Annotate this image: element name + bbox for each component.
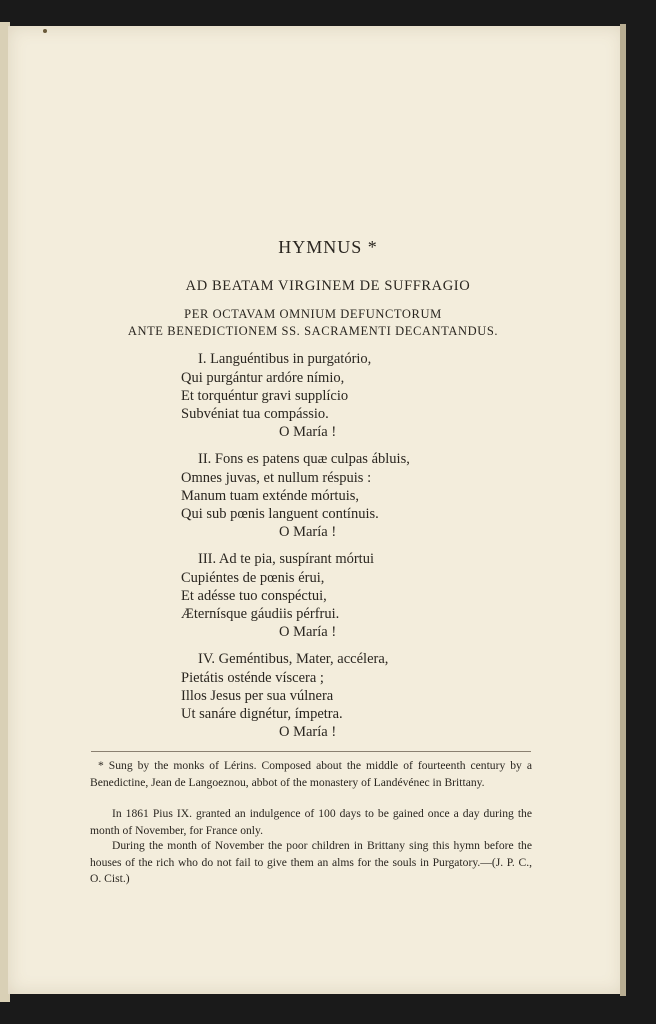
stanza-line: Et torquéntur gravi supplício	[181, 388, 349, 404]
refrain: O María !	[279, 424, 337, 440]
refrain: O María !	[279, 524, 337, 540]
stanza-line: Subvéniat tua compássio.	[181, 406, 329, 422]
paper-speck	[43, 29, 47, 33]
stanza-line: Illos Jesus per sua vúlnera	[181, 688, 334, 704]
hymn-subtitle: AD BEATAM VIRGINEM DE SUFFRAGIO	[185, 278, 471, 294]
refrain: O María !	[279, 724, 337, 740]
stanza-line: Omnes juvas, et nullum réspuis :	[181, 470, 372, 486]
stanza-line: Qui sub pœnis languent contínuis.	[181, 506, 379, 522]
page-right-edge	[620, 24, 626, 996]
stanza-line: Manum tuam exténde mórtuis,	[181, 488, 359, 504]
stanza-line: II. Fons es patens quæ culpas ábluis,	[198, 451, 410, 467]
stanza-line: Cupiéntes de pœnis érui,	[181, 570, 325, 586]
stanza-line: III. Ad te pia, suspírant mórtui	[198, 551, 374, 567]
stanza-line: Qui purgántur ardóre nímio,	[181, 370, 345, 386]
hymn-title: HYMNUS *	[278, 237, 378, 257]
stanza-line: IV. Geméntibus, Mater, accélera,	[198, 651, 389, 667]
refrain: O María !	[279, 624, 337, 640]
footnote-1: * Sung by the monks of Lérins. Composed about the middle of fourteenth century by a Benedictine, Jean de Langoeznou, abbot of the monastery of Landévénec in Brittany.	[90, 759, 532, 789]
stanza-line: Æternísque gáudiis pérfrui.	[181, 606, 340, 622]
stanza-line: Ut sanáre dignétur, ímpetra.	[181, 706, 343, 722]
stanza-line: Et adésse tuo conspéctui,	[181, 588, 327, 604]
footnote-2: In 1861 Pius IX. granted an indulgence of 100 days to be gained once a day during the month of November, for France only.	[90, 807, 532, 837]
stanza-line: I. Languéntibus in purgatório,	[198, 351, 372, 367]
footnote-divider	[91, 751, 531, 752]
footnote-3: During the month of November the poor children in Brittany sing this hymn before the houses of the rich who do not fail to give them an alms for the souls in Purgatory.—(J. P. C., O. Cist.)	[90, 839, 532, 885]
occasion-line-2: ANTE BENEDICTIONEM SS. SACRAMENTI DECANTANDUS.	[127, 324, 499, 338]
stanza-line: Pietátis osténde víscera ;	[181, 670, 324, 686]
occasion-line-1: PER OCTAVAM OMNIUM DEFUNCTORUM	[184, 307, 442, 321]
